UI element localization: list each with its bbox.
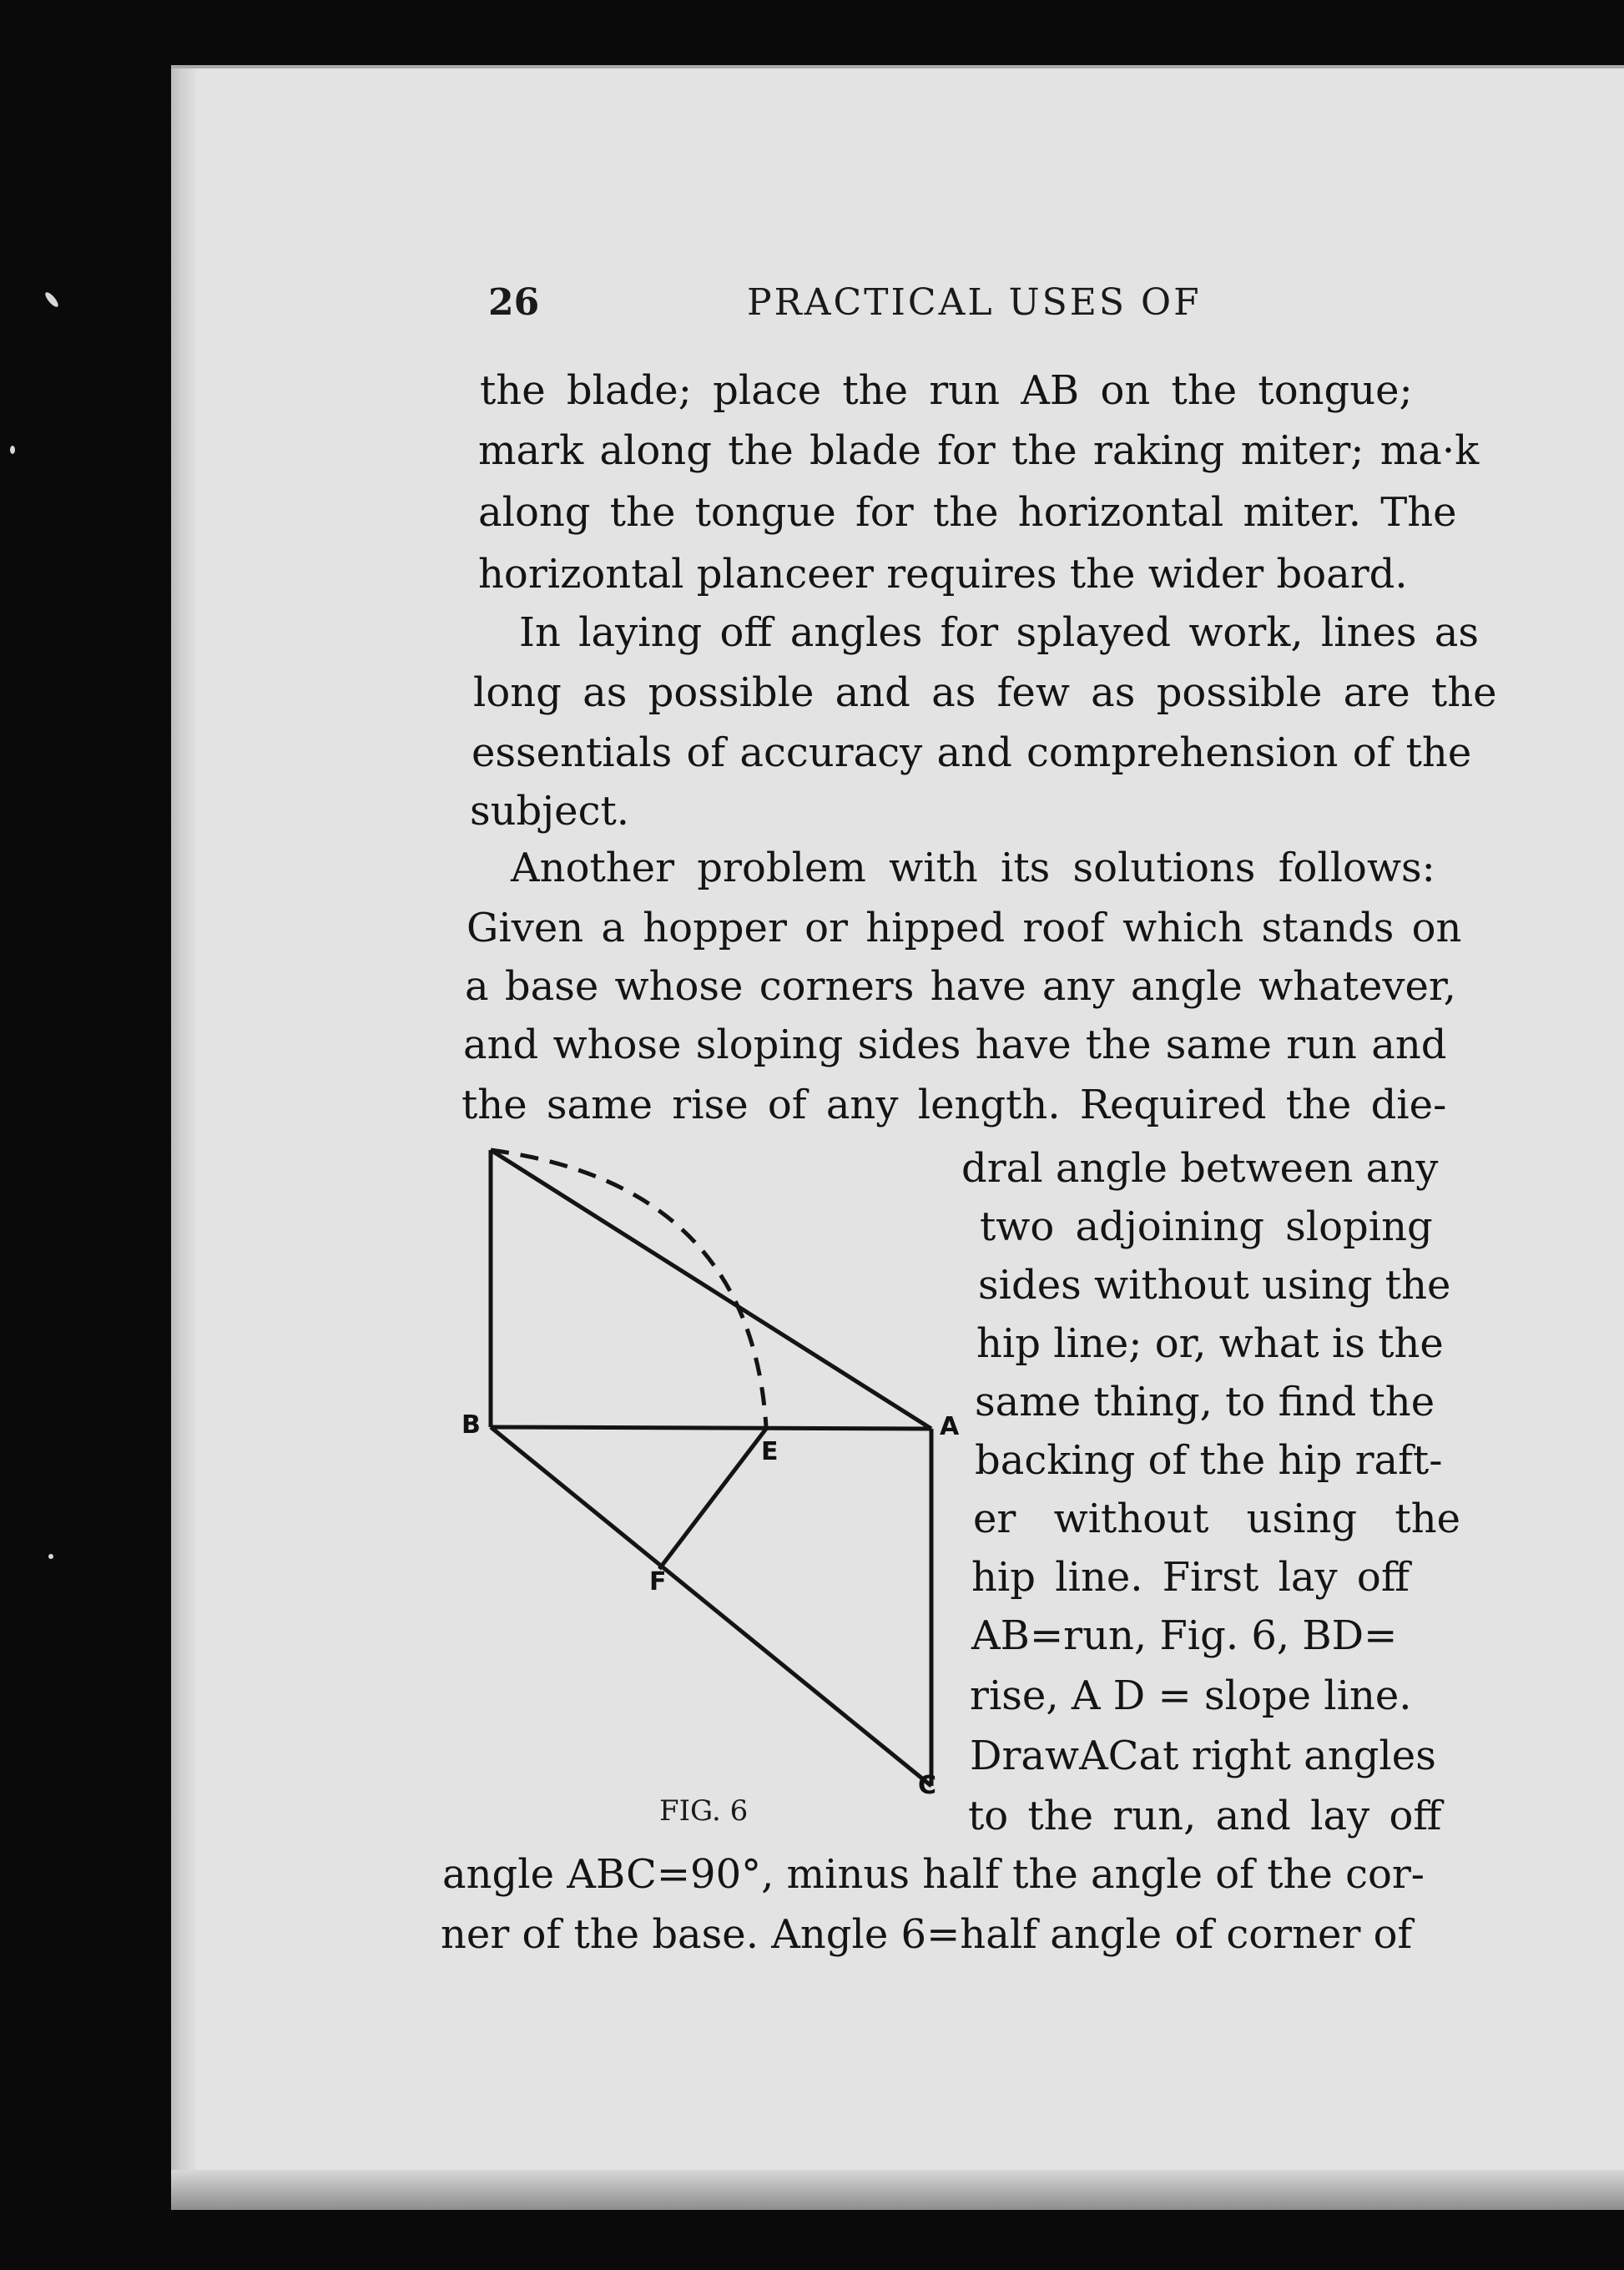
- text-line: to the run, and lay off: [968, 1793, 1442, 1839]
- line-bc: [491, 1427, 931, 1786]
- text-line: backing of the hip raft-: [975, 1437, 1443, 1484]
- text-line: essentials of accuracy and comprehension of the: [472, 729, 1472, 776]
- text-line: hip line; or, what is the: [976, 1320, 1444, 1367]
- line-ba: [491, 1427, 931, 1429]
- figure-caption: FIG. 6: [659, 1794, 749, 1828]
- page-number: 26: [488, 281, 540, 324]
- text-line: subject.: [470, 788, 629, 835]
- text-line: two adjoining sloping: [980, 1203, 1433, 1250]
- point-label-a: A: [940, 1412, 960, 1441]
- page-gutter: [171, 68, 196, 2210]
- text-line: along the tongue for the horizontal miter. The: [478, 489, 1457, 536]
- arc-dashed: [491, 1150, 766, 1427]
- point-label-b: B: [461, 1410, 481, 1440]
- text-line: angle ABC=90°, minus half the angle of the cor-: [442, 1851, 1425, 1898]
- scan-speck: [43, 290, 60, 309]
- text-line: dral angle between any: [961, 1145, 1439, 1192]
- text-line: er without using the: [973, 1496, 1461, 1542]
- point-label-e: E: [761, 1437, 779, 1466]
- text-line: same thing, to find the: [975, 1379, 1435, 1425]
- text-line: the same rise of any length. Required the die-: [461, 1082, 1447, 1128]
- scan-speck: [48, 1554, 53, 1559]
- text-line: rise, A D = slope line.: [970, 1672, 1412, 1719]
- text-line: AB=run, Fig. 6, BD=: [971, 1612, 1398, 1659]
- text-line: ner of the base. Angle 6=half angle of corner of: [441, 1911, 1413, 1958]
- text-line: Given a hopper or hipped roof which stands on: [467, 905, 1462, 951]
- text-line: long as possible and as few as possible are the: [473, 669, 1497, 716]
- running-title: PRACTICAL USES OF: [747, 281, 1202, 324]
- figure-6-diagram: [451, 1135, 951, 1803]
- point-label-f: F: [649, 1567, 667, 1597]
- text-line: mark along the blade for the raking miter; ma·k: [478, 427, 1480, 474]
- text-line: hip line. First lay off: [971, 1554, 1410, 1601]
- text-line: and whose sloping sides have the same run and: [463, 1022, 1447, 1068]
- line-ef: [659, 1429, 766, 1569]
- text-line: Another problem with its solutions follows:: [511, 845, 1435, 891]
- scan-speck: [10, 446, 15, 454]
- text-line: DrawACat right angles: [970, 1733, 1436, 1779]
- text-line: a base whose corners have any angle whatever,: [465, 963, 1456, 1010]
- point-label-c: C: [918, 1771, 937, 1800]
- line-ad: [491, 1150, 931, 1429]
- text-line: In laying off angles for splayed work, lines as: [519, 609, 1480, 656]
- text-line: the blade; place the run AB on the tongue;: [480, 367, 1413, 414]
- page-bottom-shadow: [171, 2170, 1624, 2210]
- text-line: sides without using the: [978, 1262, 1451, 1309]
- text-line: horizontal planceer requires the wider board.: [478, 551, 1408, 598]
